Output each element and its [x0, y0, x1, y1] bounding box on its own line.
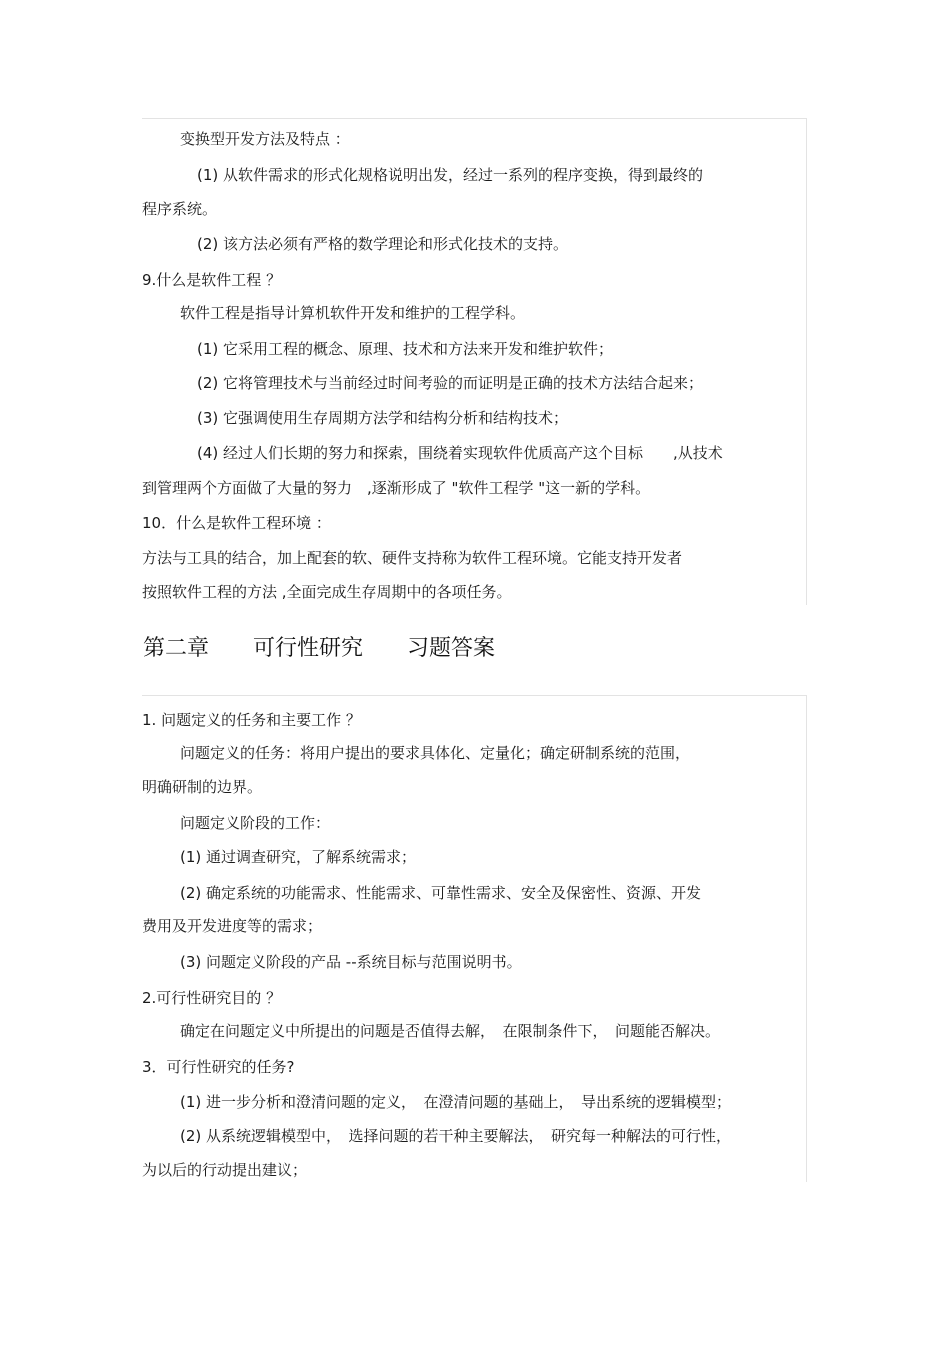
answer-section-chapter2 [142, 695, 807, 1182]
question-heading: 10．什么是软件工程环境 ： [142, 514, 331, 532]
text-line: 软件工程是指导计算机软件开发和维护的工程学科。 [180, 304, 526, 322]
text-line: (3) 它强调使用生存周期方法学和结构分析和结构技术； [197, 409, 569, 427]
text-line: 确定在问题定义中所提出的问题是否值得去解， 在限制条件下， 问题能否解决。 [180, 1022, 721, 1040]
text-line: 费用及开发进度等的需求； [142, 917, 323, 935]
question-heading: 1. 问题定义的任务和主要工作 ？ [142, 711, 361, 729]
text-line: 明确研制的边界。 [142, 778, 263, 796]
text-line: (2) 从系统逻辑模型中， 选择问题的若干种主要解法， 研究每一种解法的可行性， [180, 1127, 732, 1145]
question-heading: 9.什么是软件工程 ？ [142, 271, 282, 289]
text-line: 程序系统。 [142, 200, 218, 218]
text-line: 问题定义的任务：将用户提出的要求具体化、定量化；确定研制系统的范围， [180, 744, 691, 762]
text-line: 按照软件工程的方法 ,全面完成生存周期中的各项任务。 [142, 583, 512, 601]
text-line: 到管理两个方面做了大量的努力 ,逐渐形成了 "软件工程学 "这一新的学科。 [142, 479, 651, 497]
text-line: (2) 它将管理技术与当前经过时间考验的而证明是正确的技术方法结合起来； [197, 374, 704, 392]
text-line: (1) 通过调查研究，了解系统需求； [180, 848, 417, 866]
chapter-title: 第二章 可行性研究 习题答案 [143, 636, 496, 661]
text-line: (1) 它采用工程的概念、原理、技术和方法来开发和维护软件； [197, 340, 614, 358]
text-line: 为以后的行动提出建议； [142, 1161, 308, 1179]
text-line: 问题定义阶段的工作： [180, 814, 331, 832]
text-line: (3) 问题定义阶段的产品 --系统目标与范围说明书。 [180, 953, 522, 971]
answer-section-chapter1 [142, 118, 807, 605]
text-line: (2) 该方法必须有严格的数学理论和形式化技术的支持。 [197, 235, 569, 253]
text-line: 方法与工具的结合，加上配套的软、硬件支持称为软件工程环境。它能支持开发者 [142, 549, 683, 567]
question-heading: 2.可行性研究目的 ？ [142, 989, 282, 1007]
text-line: (2) 确定系统的功能需求、性能需求、可靠性需求、安全及保密性、资源、开发 [180, 884, 702, 902]
question-heading: 3．可行性研究的任务? [142, 1058, 295, 1076]
text-line: (1) 从软件需求的形式化规格说明出发，经过一系列的程序变换，得到最终的 [197, 166, 704, 184]
text-line: (4) 经过人们长期的努力和探索，围绕着实现软件优质高产这个目标 ,从技术 [197, 444, 723, 462]
text-line: 变换型开发方法及特点 ： [180, 130, 350, 148]
text-line: (1) 进一步分析和澄清问题的定义， 在澄清问题的基础上， 导出系统的逻辑模型； [180, 1093, 732, 1111]
